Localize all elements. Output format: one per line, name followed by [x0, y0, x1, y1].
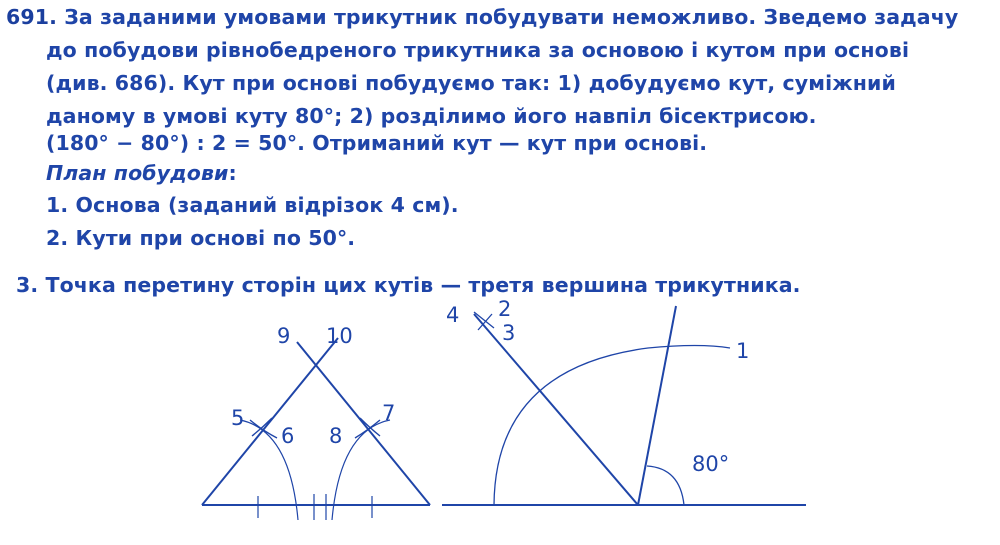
label-9: 9 [277, 324, 291, 348]
label-7: 7 [382, 401, 396, 425]
label-4: 4 [446, 303, 460, 327]
angle-80-arc [647, 466, 684, 505]
triangle-right-side [297, 342, 430, 505]
plan-title: План побудови [46, 161, 229, 185]
plan-colon: : [228, 161, 237, 185]
bisector-ray [474, 314, 638, 505]
label-1: 1 [736, 339, 750, 363]
label-5: 5 [231, 406, 245, 430]
triangle-left-side [202, 338, 338, 505]
plan-item-1: 1. Основа (заданий відрізок 4 см). [46, 193, 459, 217]
plan-item-2: 2. Кути при основі по 50°. [46, 226, 356, 250]
problem-line-2: до побудови рівнобедреного трикутника за основою і кутом при основі [46, 38, 910, 62]
label-2: 2 [498, 300, 512, 321]
label-6: 6 [281, 424, 295, 448]
plan-item-3: 3. Точка перетину сторін цих кутів — третя вершина трикутника. [16, 273, 801, 297]
problem-number: 691. [6, 5, 57, 29]
problem-line-3: (див. 686). Кут при основі побудуємо так: 1) добудуємо кут, суміжний [46, 71, 896, 95]
label-10: 10 [326, 324, 353, 348]
arc-8-7 [355, 420, 380, 438]
large-construction-arc [494, 346, 730, 506]
problem-line-1 [6, 2, 958, 32]
label-8: 8 [329, 424, 343, 448]
angle-label-80: 80° [692, 452, 730, 476]
right-angle-construction [442, 306, 806, 505]
problem-line-5: (180° − 80°) : 2 = 50°. Отриманий кут — кут при основі. [46, 131, 708, 155]
problem-line-4: даному в умові куту 80°; 2) розділимо його навпіл бісектрисою. [46, 104, 817, 128]
construction-figure [0, 300, 1000, 545]
label-3: 3 [502, 321, 516, 345]
plan-heading [46, 158, 237, 188]
problem-text-1: За заданими умовами трикутник побудувати неможливо. Зведемо задачу [64, 5, 959, 29]
